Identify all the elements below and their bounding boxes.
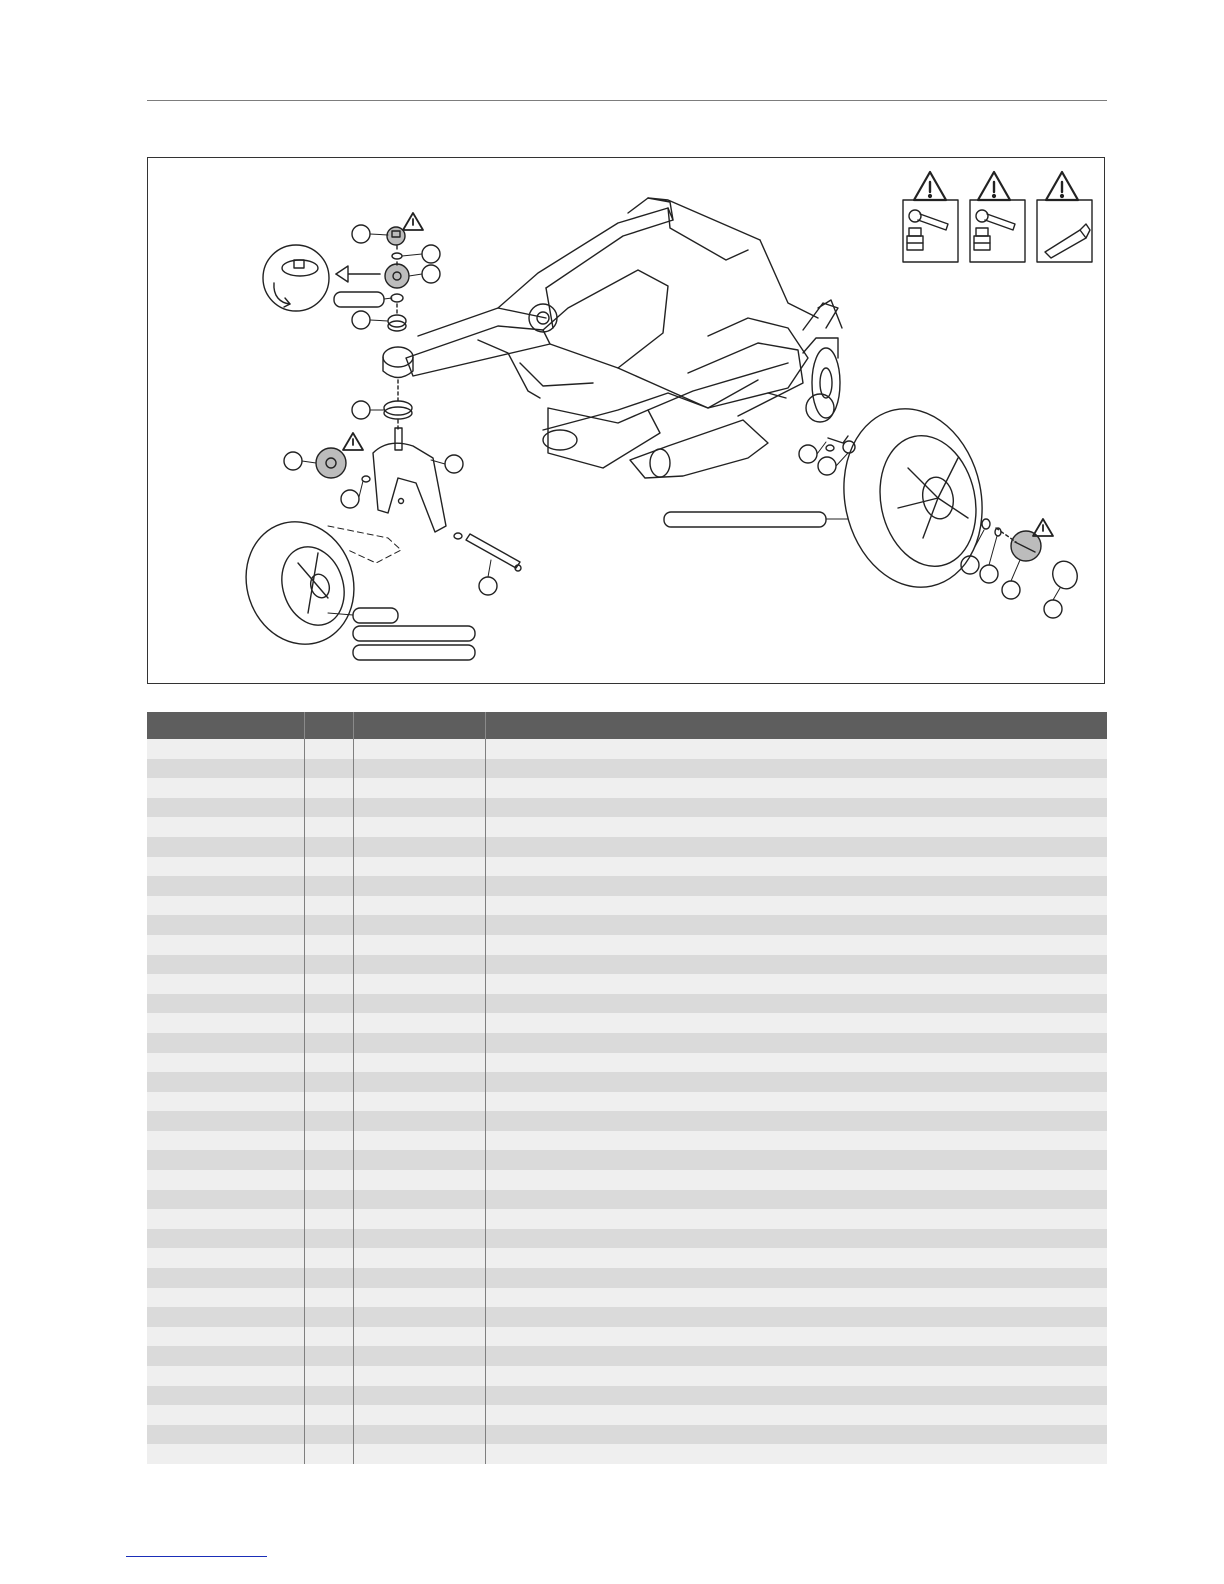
table-cell: [353, 1053, 485, 1073]
table-cell: [304, 1248, 353, 1268]
table-cell: [353, 1013, 485, 1033]
table-cell: [304, 1288, 353, 1308]
table-cell: [485, 1131, 1107, 1151]
table-cell: [485, 817, 1107, 837]
table-cell: [485, 1444, 1107, 1464]
table-cell: [353, 837, 485, 857]
table-cell: [147, 1072, 304, 1092]
drive-wheel: [828, 396, 998, 600]
table-row: [147, 1092, 1107, 1112]
table-cell: [353, 857, 485, 877]
table-cell: [147, 1111, 304, 1131]
torque-wrench-icon: [903, 200, 958, 262]
table-cell: [147, 1327, 304, 1347]
table-cell: [353, 1268, 485, 1288]
table-cell: [485, 1268, 1107, 1288]
table-row: [147, 1248, 1107, 1268]
table-cell: [304, 1209, 353, 1229]
table-cell: [353, 817, 485, 837]
table-cell: [353, 876, 485, 896]
table-cell: [304, 739, 353, 759]
table-cell: [304, 837, 353, 857]
table-cell: [147, 915, 304, 935]
table-cell: [485, 1346, 1107, 1366]
table-cell: [485, 876, 1107, 896]
caster-fork: [373, 428, 446, 532]
table-row: [147, 1288, 1107, 1308]
table-cell: [353, 896, 485, 916]
table-cell: [147, 1248, 304, 1268]
table-cell: [304, 1013, 353, 1033]
table-row: [147, 739, 1107, 759]
table-row: [147, 1033, 1107, 1053]
table-cell: [485, 798, 1107, 818]
table-cell: [485, 1229, 1107, 1249]
table-cell: [147, 935, 304, 955]
table-cell: [485, 1366, 1107, 1386]
parts-table-body: [147, 739, 1107, 1464]
warning-triangle-icon: [403, 213, 423, 230]
table-cell: [147, 1013, 304, 1033]
table-cell: [147, 857, 304, 877]
table-cell: [485, 994, 1107, 1014]
table-cell: [353, 974, 485, 994]
table-cell: [304, 1131, 353, 1151]
table-cell: [353, 1170, 485, 1190]
table-cell: [353, 1288, 485, 1308]
table-row: [147, 1190, 1107, 1210]
table-cell: [147, 778, 304, 798]
table-cell: [485, 1288, 1107, 1308]
table-cell: [353, 1425, 485, 1445]
table-cell: [353, 935, 485, 955]
table-cell: [353, 1209, 485, 1229]
table-cell: [353, 955, 485, 975]
table-cell: [485, 857, 1107, 877]
parts-table-header: [147, 712, 1107, 739]
table-cell: [485, 739, 1107, 759]
table-cell: [147, 1170, 304, 1190]
table-cell: [147, 1366, 304, 1386]
table-cell: [304, 1425, 353, 1445]
callout-leaders: [302, 234, 1060, 600]
table-row: [147, 1346, 1107, 1366]
table-cell: [485, 1248, 1107, 1268]
table-row: [147, 1150, 1107, 1170]
table-cell: [304, 896, 353, 916]
warning-triangle-icon: [1046, 172, 1078, 200]
table-row: [147, 1013, 1107, 1033]
threadlock-tube-icon: [1037, 200, 1092, 262]
table-cell: [304, 1170, 353, 1190]
table-cell: [353, 1307, 485, 1327]
table-row: [147, 837, 1107, 857]
footer-link-underline[interactable]: [126, 1556, 267, 1557]
table-cell: [485, 1072, 1107, 1092]
table-cell: [353, 798, 485, 818]
table-cell: [304, 1346, 353, 1366]
table-cell: [353, 778, 485, 798]
label-boxes: [328, 292, 848, 660]
table-cell: [147, 955, 304, 975]
table-cell: [147, 1190, 304, 1210]
table-cell: [147, 1307, 304, 1327]
table-row: [147, 1229, 1107, 1249]
table-cell: [485, 1170, 1107, 1190]
warning-triangle-icon: [1033, 519, 1053, 536]
table-cell: [485, 837, 1107, 857]
table-cell: [353, 1150, 485, 1170]
warning-triangle-icon: [914, 172, 946, 200]
table-cell: [304, 1229, 353, 1249]
table-cell: [147, 1405, 304, 1425]
table-cell: [304, 1033, 353, 1053]
table-cell: [304, 994, 353, 1014]
table-cell: [147, 1288, 304, 1308]
table-cell: [147, 1131, 304, 1151]
warning-triangle-icon: [978, 172, 1010, 200]
table-cell: [304, 915, 353, 935]
table-row: [147, 974, 1107, 994]
table-cell: [485, 1111, 1107, 1131]
table-cell: [485, 759, 1107, 779]
table-cell: [485, 1386, 1107, 1406]
table-cell: [485, 778, 1107, 798]
table-cell: [304, 1092, 353, 1112]
table-cell: [147, 1092, 304, 1112]
table-cell: [485, 1053, 1107, 1073]
table-row: [147, 876, 1107, 896]
table-cell: [353, 739, 485, 759]
table-cell: [147, 1033, 304, 1053]
table-row: [147, 1072, 1107, 1092]
table-row: [147, 1053, 1107, 1073]
column-header: [485, 712, 1107, 739]
table-cell: [485, 1150, 1107, 1170]
table-cell: [353, 1405, 485, 1425]
warning-triangle-icon: [343, 433, 363, 450]
table-row: [147, 817, 1107, 837]
table-cell: [353, 1248, 485, 1268]
table-cell: [485, 1405, 1107, 1425]
table-row: [147, 955, 1107, 975]
caster-axle-bolt: [466, 534, 520, 568]
header-rule: [147, 100, 1107, 101]
table-cell: [353, 1190, 485, 1210]
table-cell: [353, 1131, 485, 1151]
table-row: [147, 994, 1107, 1014]
highlighted-fork-nut: [316, 448, 346, 478]
table-cell: [147, 1209, 304, 1229]
table-cell: [147, 974, 304, 994]
table-cell: [353, 1386, 485, 1406]
table-row: [147, 1425, 1107, 1445]
table-cell: [147, 1444, 304, 1464]
table-row: [147, 1386, 1107, 1406]
table-cell: [304, 778, 353, 798]
parts-table: [147, 712, 1107, 1464]
table-cell: [147, 1268, 304, 1288]
wheelchair-base-frame: [406, 198, 842, 478]
table-cell: [147, 1229, 304, 1249]
table-cell: [304, 974, 353, 994]
table-row: [147, 896, 1107, 916]
column-header: [353, 712, 485, 739]
table-cell: [353, 1444, 485, 1464]
table-cell: [304, 1307, 353, 1327]
table-cell: [304, 935, 353, 955]
table-cell: [485, 1092, 1107, 1112]
table-cell: [353, 1366, 485, 1386]
hub-cap: [1049, 558, 1081, 593]
table-row: [147, 915, 1107, 935]
table-cell: [304, 1327, 353, 1347]
table-row: [147, 1209, 1107, 1229]
torque-wrench-icon: [970, 200, 1025, 262]
table-cell: [353, 1092, 485, 1112]
table-cell: [353, 915, 485, 935]
table-cell: [304, 798, 353, 818]
table-cell: [147, 837, 304, 857]
table-row: [147, 857, 1107, 877]
table-cell: [304, 1190, 353, 1210]
table-cell: [304, 1386, 353, 1406]
table-cell: [304, 955, 353, 975]
column-header: [147, 712, 304, 739]
table-cell: [304, 857, 353, 877]
table-row: [147, 935, 1107, 955]
table-cell: [485, 1425, 1107, 1445]
table-cell: [147, 1150, 304, 1170]
table-cell: [304, 1444, 353, 1464]
table-row: [147, 1444, 1107, 1464]
table-row: [147, 798, 1107, 818]
table-cell: [353, 1033, 485, 1053]
table-cell: [304, 759, 353, 779]
table-cell: [353, 1229, 485, 1249]
table-cell: [304, 1072, 353, 1092]
table-cell: [485, 1033, 1107, 1053]
exploded-view-figure: [147, 157, 1105, 684]
table-cell: [147, 1053, 304, 1073]
column-header: [304, 712, 353, 739]
table-row: [147, 1111, 1107, 1131]
table-cell: [147, 876, 304, 896]
table-cell: [485, 896, 1107, 916]
table-row: [147, 1327, 1107, 1347]
table-cell: [485, 915, 1107, 935]
table-cell: [353, 1346, 485, 1366]
table-cell: [147, 1386, 304, 1406]
table-cell: [353, 994, 485, 1014]
table-cell: [304, 817, 353, 837]
table-row: [147, 1268, 1107, 1288]
table-row: [147, 1131, 1107, 1151]
table-cell: [147, 817, 304, 837]
table-cell: [485, 1190, 1107, 1210]
table-row: [147, 778, 1107, 798]
table-cell: [304, 1405, 353, 1425]
table-cell: [304, 1053, 353, 1073]
table-row: [147, 1307, 1107, 1327]
detail-inset-circle: [263, 245, 329, 311]
table-row: [147, 1405, 1107, 1425]
exploded-view-drawing: [148, 158, 1106, 685]
table-cell: [353, 1327, 485, 1347]
table-cell: [353, 1072, 485, 1092]
table-cell: [304, 1111, 353, 1131]
table-cell: [304, 1150, 353, 1170]
table-cell: [304, 1366, 353, 1386]
table-cell: [485, 935, 1107, 955]
table-row: [147, 1366, 1107, 1386]
table-row: [147, 759, 1107, 779]
table-cell: [485, 974, 1107, 994]
highlighted-bearing-cap: [385, 264, 409, 288]
table-cell: [147, 1346, 304, 1366]
table-cell: [147, 739, 304, 759]
table-cell: [485, 955, 1107, 975]
table-cell: [485, 1209, 1107, 1229]
table-cell: [485, 1307, 1107, 1327]
table-cell: [147, 798, 304, 818]
table-cell: [485, 1327, 1107, 1347]
table-cell: [353, 759, 485, 779]
table-cell: [147, 896, 304, 916]
table-cell: [304, 1268, 353, 1288]
table-row: [147, 1170, 1107, 1190]
table-cell: [353, 1111, 485, 1131]
table-cell: [304, 876, 353, 896]
table-cell: [147, 759, 304, 779]
table-cell: [147, 994, 304, 1014]
table-cell: [485, 1013, 1107, 1033]
table-cell: [147, 1425, 304, 1445]
